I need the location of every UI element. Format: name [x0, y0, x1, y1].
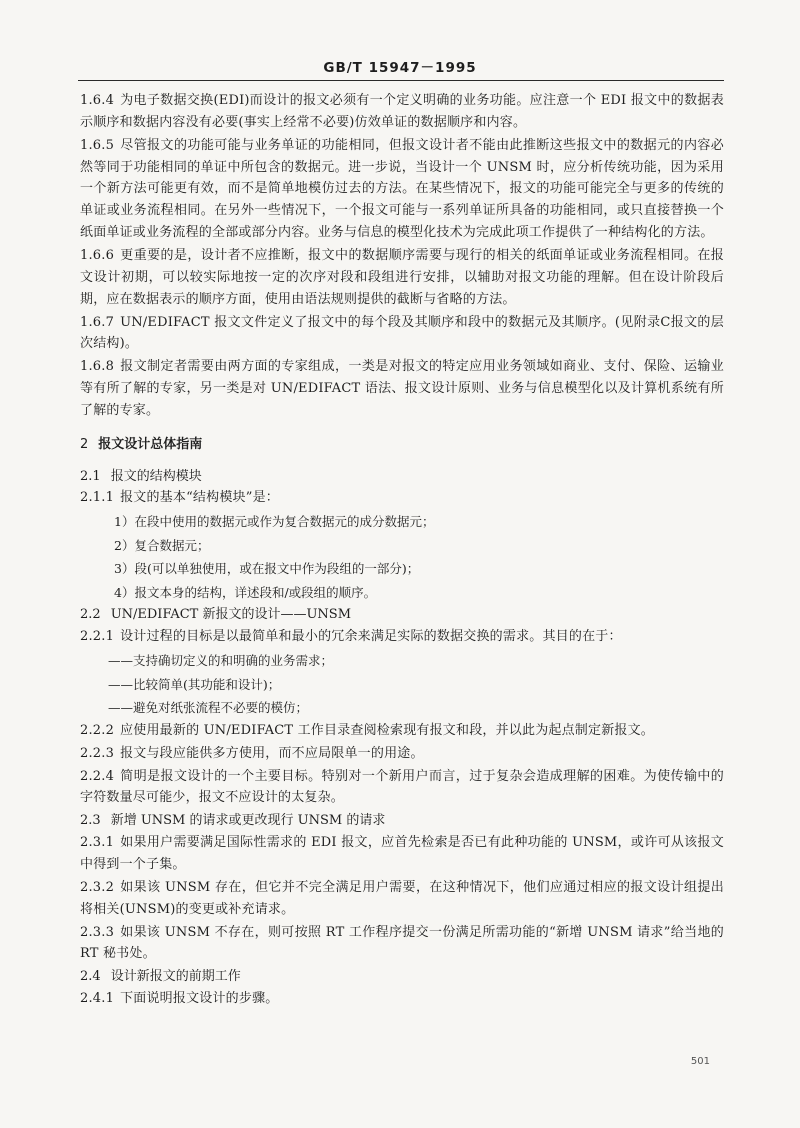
section-2-4-heading: 2.4 设计新报文的前期工作 — [80, 969, 241, 985]
section-2-2-heading: 2.2 UN/EDIFACT 新报文的设计——UNSM — [80, 607, 352, 623]
section-2-3-heading: 2.3 新增 UNSM 的请求或更改现行 UNSM 的请求 — [80, 813, 386, 829]
paragraph-1-6-4: 1.6.4 为电子数据交换(EDI)而设计的报文必须有一个定义明确的业务功能。应注意一个 EDI 报文中的数据表示顺序和数据内容没有必要(事实上经常不必要)仿效单证的数据顺序和内容。 — [80, 93, 724, 130]
document-body — [80, 90, 724, 1011]
paragraph-1-6-5: 1.6.5 尽管报文的功能可能与业务单证的功能相同，但报文设计者不能由此推断这些报文中的数据元的内容必然等同于功能相同的单证中所包含的数据元。进一步说，当设计一个 UNSM 时，应分析传统功能，因为采用一个新方法可能更有效，而不是简单地模仿过去的方法。在某些情况下，报文的功能可能完全与更多的传统的单证或业务流程相同。在另外一些情况下，一个报文可能与一系列单证所具备的功能相同，或只直接替换一个纸面单证或业务流程的全部或部分内容。业务与信息的模型化技术为完成此项工作提供了一种结构化的方法。 — [80, 137, 724, 240]
list-item: 2）复合数据元； — [114, 537, 210, 553]
paragraph-2-3-1: 2.3.1 如果用户需要满足国际性需求的 EDI 报文，应首先检索是否已有此种功能的 UNSM，或许可从该报文中得到一个子集。 — [80, 835, 724, 872]
standard-code-header: GB/T 15947－1995 — [323, 60, 477, 76]
page-number: 501 — [690, 1056, 710, 1067]
section-2-heading: 2 报文设计总体指南 — [80, 436, 203, 452]
paragraph-1-6-8: 1.6.8 报文制定者需要由两方面的专家组成，一类是对报文的特定应用业务领域如商业、支付、保险、运输业等有所了解的专家，另一类是对 UN/EDIFACT 语法、报文设计原则、业务与信息模型化以及计算机系统有所了解的专家。 — [80, 359, 724, 418]
list-item: 3）段(可以单独使用，或在报文中作为段组的一部分)； — [114, 561, 420, 577]
paragraph-2-3-3: 2.3.3 如果该 UNSM 不存在，则可按照 RT 工作程序提交一份满足所需功能的“新增 UNSM 请求”给当地的 RT 秘书处。 — [80, 924, 724, 962]
paragraph-2-2-3: 2.2.3 报文与段应能供多方使用，而不应局限单一的用途。 — [80, 745, 424, 761]
paragraph-2-2-2: 2.2.2 应使用最新的 UN/EDIFACT 工作目录查阅检索现有报文和段，并以此为起点制定新报文。 — [80, 722, 654, 738]
dash-item: ——比较简单(其功能和设计)； — [108, 676, 281, 692]
paragraph-2-3-2: 2.3.2 如果该 UNSM 存在，但它并不完全满足用户需要，在这种情况下，他们应通过相应的报文设计组提出将相关(UNSM)的变更或补充请求。 — [80, 879, 724, 917]
list-item: 1）在段中使用的数据元或作为复合数据元的成分数据元； — [114, 514, 435, 530]
dash-item: ——支持确切定义的和明确的业务需求； — [108, 653, 334, 669]
paragraph-2-2-4: 2.2.4 简明是报文设计的一个主要目标。特别对一个新用户而言，过于复杂会造成理解的困难。为使传输中的字符数量尽可能少，报文不应设计的太复杂。 — [80, 768, 724, 806]
paragraph-1-6-6: 1.6.6 更重要的是，设计者不应推断，报文中的数据顺序需要与现行的相关的纸面单证或业务流程相同。在报文设计初期，可以较实际地按一定的次序对段和段组进行安排，以辅助对报文功能的理解。但在设计阶段后期，应在数据表示的顺序方面，使用由语法规则提供的截断与省略的方法。 — [80, 247, 724, 307]
list-item: 4）报文本身的结构，详述段和/或段组的顺序。 — [114, 584, 377, 600]
paragraph-2-1-1: 2.1.1 报文的基本“结构模块”是： — [80, 490, 279, 506]
header-rule — [78, 80, 724, 81]
paragraph-1-6-7: 1.6.7 UN/EDIFACT 报文文件定义了报文中的每个段及其顺序和段中的数据元及其顺序。(见附录C报文的层次结构)。 — [80, 314, 724, 352]
paragraph-2-2-1: 2.2.1 设计过程的目标是以最简单和最小的冗余来满足实际的数据交换的需求。其目的在于： — [80, 629, 622, 645]
section-2-1-heading: 2.1 报文的结构模块 — [80, 468, 202, 484]
paragraph-2-4-1: 2.4.1 下面说明报文设计的步骤。 — [80, 991, 279, 1007]
dash-item: ——避免对纸张流程不必要的模仿； — [108, 700, 309, 716]
